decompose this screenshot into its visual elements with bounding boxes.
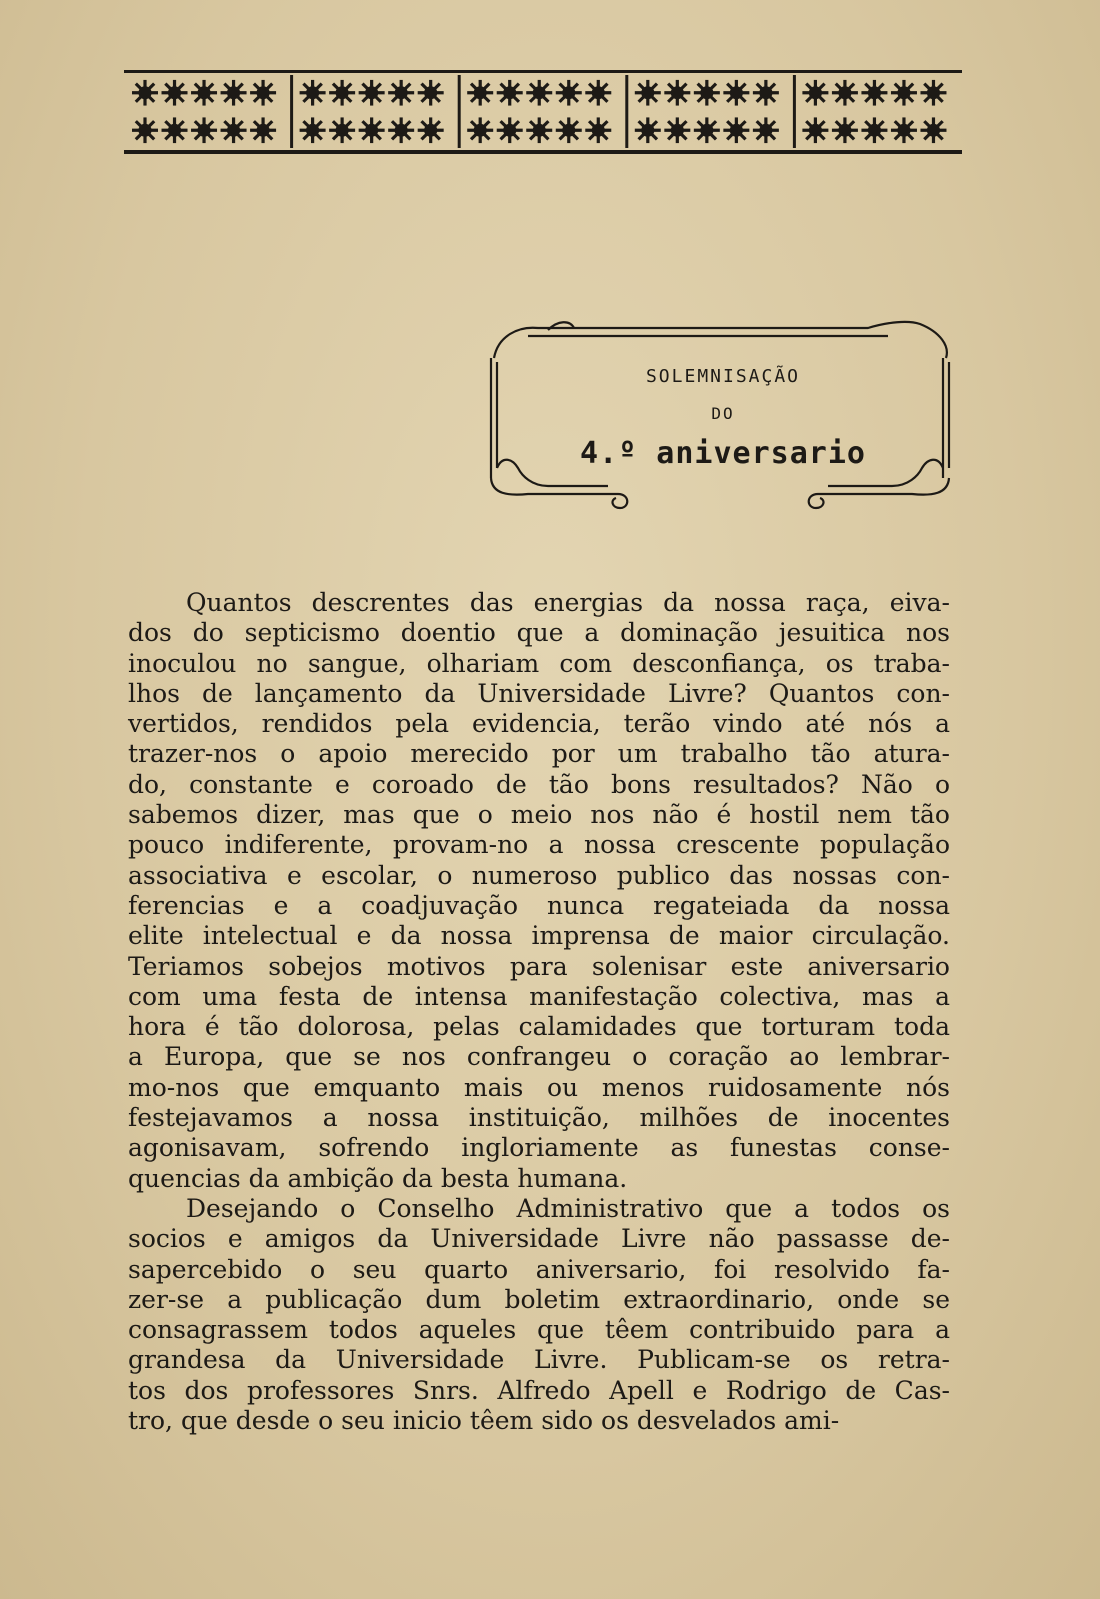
text-line: pouco indiferente, provam-no a nossa crescente população (128, 830, 950, 860)
heading-line-2: DO (711, 404, 735, 423)
text-line: consagrassem todos aqueles que têem contribuido para a (128, 1315, 950, 1345)
text-line: quencias da ambição da besta humana. (128, 1163, 628, 1193)
text-line: Teriamos sobejos motivos para solenisar este aniversario (128, 951, 950, 981)
heading-line-1: SOLEMNISAÇÃO (645, 366, 801, 387)
text-line: Desejando o Conselho Administrativo que a todos os (186, 1193, 950, 1223)
text-line: inoculou no sangue, olhariam com desconfiança, os traba- (128, 648, 950, 678)
text-line: sapercebido o seu quarto aniversario, foi resolvido fa- (128, 1254, 950, 1284)
heading-line-3: 4.º aniversario (580, 436, 866, 471)
text-line: lhos de lançamento da Universidade Livre? Quantos con- (128, 678, 950, 708)
text-line: hora é tão dolorosa, pelas calamidades que torturam toda (128, 1012, 950, 1042)
text-line: vertidos, rendidos pela evidencia, terão vindo até nós a (128, 709, 950, 739)
text-line: sabemos dizer, mas que o meio nos não é hostil nem tão (128, 800, 950, 830)
body-text (128, 588, 950, 1436)
text-line: mo-nos que emquanto mais ou menos ruidosamente nós (128, 1072, 950, 1102)
text-line: festejavamos a nossa instituição, milhões de inocentes (128, 1103, 950, 1133)
text-line: Quantos descrentes das energias da nossa raça, eiva- (186, 588, 950, 617)
text-line: zer-se a publicação dum boletim extraordinario, onde se (128, 1284, 950, 1314)
text-line: ferencias e a coadjuvação nunca regateiada da nossa (128, 890, 950, 920)
text-line: com uma festa de intensa manifestação colectiva, mas a (128, 981, 950, 1011)
paragraph (128, 1194, 950, 1436)
text-line: socios e amigos da Universidade Livre não passasse de- (128, 1224, 950, 1254)
text-line: trazer-nos o apoio merecido por um trabalho tão atura- (128, 739, 950, 769)
text-line: elite intelectual e da nossa imprensa de maior circulação. (128, 921, 950, 951)
text-line: tos dos professores Snrs. Alfredo Apell e Rodrigo de Cas- (128, 1375, 950, 1405)
text-line: agonisavam, sofrendo ingloriamente as funestas conse- (128, 1133, 950, 1163)
text-line: do, constante e coroado de tão bons resultados? Não o (128, 769, 950, 799)
text-line: dos do septicismo doentio que a dominação jesuitica nos (128, 618, 950, 648)
text-line: a Europa, que se nos confrangeu o coração ao lembrar- (128, 1042, 950, 1072)
text-line: tro, que desde o seu inicio têem sido os desvelados ami- (128, 1406, 840, 1436)
text-line: grandesa da Universidade Livre. Publicam-se os retra- (128, 1345, 950, 1375)
text-line: associativa e escolar, o numeroso publico das nossas con- (128, 860, 950, 890)
paragraph (128, 588, 950, 1194)
heading-text (488, 0, 958, 520)
